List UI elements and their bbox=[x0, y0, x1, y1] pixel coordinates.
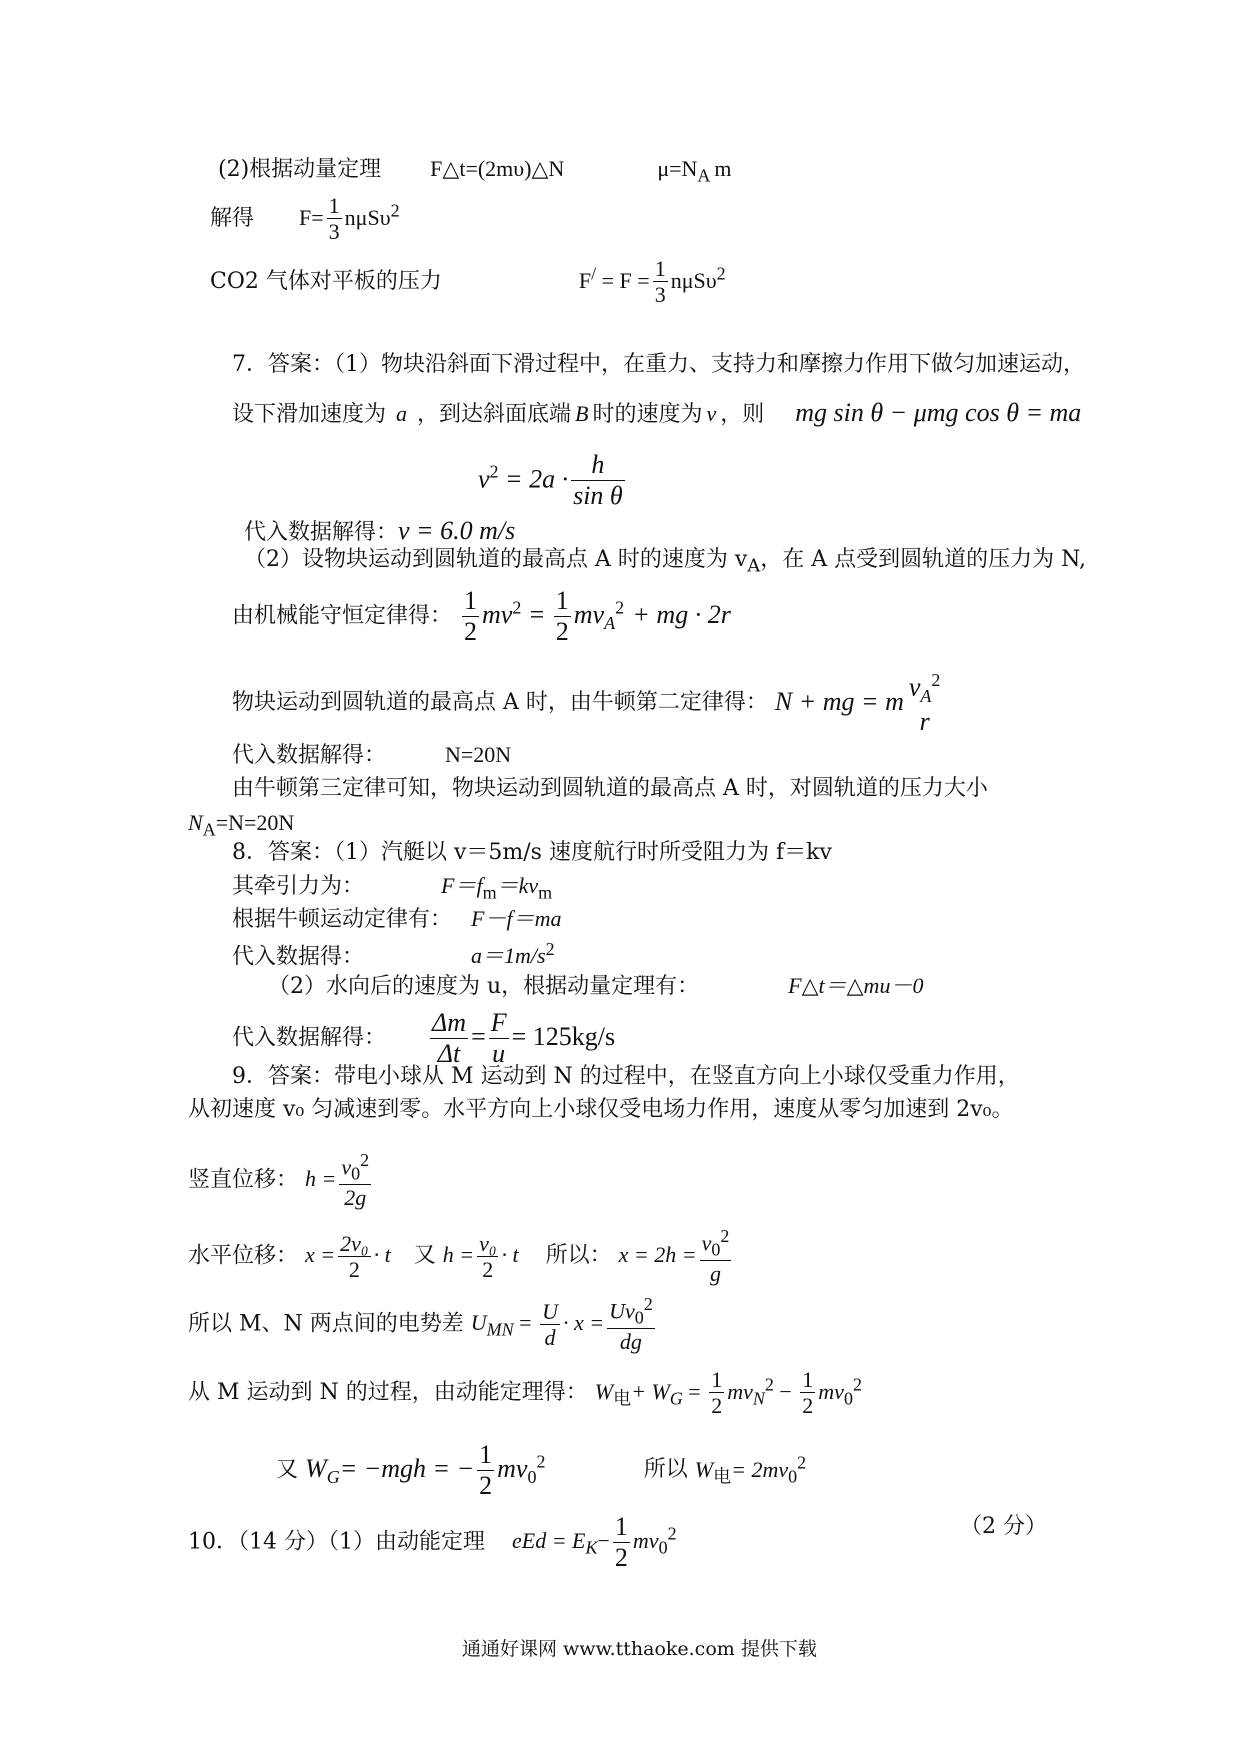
p7-line6: 由机械能守恒定律得： $\frac{1}{2}$ $mv^2$ = $\frac{1}{2}$ $mv_A^2$ + mg · 2r bbox=[232, 586, 731, 646]
p9-line2: 从初速度 v₀ 匀减速到零。水平方向上小球仅受电场力作用，速度从零匀加速到 2v₀。 bbox=[188, 1097, 1014, 1122]
p8-line1: 8．答案：（1）汽艇以 v＝5m/s 速度航行时所受阻力为 f＝kv bbox=[232, 840, 832, 865]
p10-line1: 10．（14 分）（1）由动能定理 eEd = $E_K-$ $\frac{1}{2}$ $mv_0^2$ bbox=[188, 1512, 677, 1572]
footer-credit: 通通好课网 www.tthaoke.com 提供下载 bbox=[462, 1638, 817, 1660]
p6-line1: (2)根据动量定理 F△t=(2mυ)△N $\mu=N_A$ m bbox=[218, 156, 732, 186]
p9-line5: 所以 M、N 两点间的电势差 $U_{MN}$ = $\frac{U}{d}$ · x = $\frac{Uv_0^2}{dg}$ bbox=[188, 1294, 653, 1355]
p6-line3: CO2 气体对平板的压力 F/ = F = $\frac{1}{3}$ nμSυ$^2$ bbox=[210, 256, 726, 308]
p9-line6: 从 M 运动到 N 的过程，由动能定理得： $W_电+ W_G$ = $\frac{1}{2}$ $mv_N^2$ − $\frac{1}{2}$ $mv_0^2$ bbox=[188, 1367, 862, 1419]
p8-line6: 代入数据解得： $\frac{\Delta m}{\Delta t}$ = $\frac{F}{u}$ = 125kg/s bbox=[232, 1008, 616, 1068]
p8-line5: （2）水向后的速度为 u，根据动量定理有： F△t＝△mu－0 bbox=[268, 973, 924, 999]
score-label: （2 分） bbox=[960, 1514, 1047, 1539]
fraction-one-third: $\frac{1}{3}$ bbox=[654, 256, 666, 308]
p9-line3: 竖直位移： h = $\frac{v_0^2}{2g}$ bbox=[188, 1150, 370, 1211]
p9-line4: 水平位移： x = $\frac{\text{2v₀}}{2}$ · t 又 h = $\frac{\text{v₀}}{2}$ · t 所以： x = 2h = $\frac{v_0^2}{g}$ bbox=[188, 1226, 730, 1287]
p8-line2: 其牵引力为： $F=f_m=kv_m$ bbox=[232, 873, 553, 903]
p9-line7: 又 $W_G= -mgh$ = − $\frac{1}{2}$ $mv_0^2$ 所以 $W_电= 2mv_0^2$ bbox=[276, 1440, 807, 1500]
p7-line1: 7．答案：（1）物块沿斜面下滑过程中，在重力、支持力和摩擦力作用下做匀加速运动， bbox=[232, 352, 1085, 377]
p7-line9: 由牛顿第三定律可知，物块运动到圆轨道的最高点 A 时，对圆轨道的压力大小 bbox=[232, 776, 988, 801]
p7-line2: 设下滑加速度为 a ，到达斜面底端 B 时的速度为 v ，则 mg sin θ − μmg cos θ = ma bbox=[232, 398, 1082, 427]
fraction-one-third: $\frac{1}{3}$ bbox=[328, 193, 340, 245]
p7-line10: $N_A=N=20N$ bbox=[188, 810, 295, 840]
p7-line8: 代入数据解得： N=20N bbox=[232, 742, 512, 768]
p7-line7: 物块运动到圆轨道的最高点 A 时，由牛顿第二定律得： N + mg = m $v_A^2$ r bbox=[232, 670, 941, 736]
p9-line1: 9．答案：带电小球从 M 运动到 N 的过程中，在竖直方向上小球仅受重力作用， bbox=[232, 1064, 1020, 1089]
p7-equation-velocity: $v^2 = 2a$ · $\frac{h}{\text{sin θ}}$ bbox=[478, 450, 623, 510]
p6-line2: 解得 F= $\frac{1}{3}$ nμSυ$^2$ bbox=[210, 193, 400, 245]
p7-line5: （2）设物块运动到圆轨道的最高点 A 时的速度为 $v_A$，在 A 点受到圆轨道的压力为 N, bbox=[244, 547, 1087, 577]
p8-line4: 代入数据得： $a=1m/s^2$ bbox=[232, 939, 555, 970]
p8-line3: 根据牛顿运动定律有： F－f＝ma bbox=[232, 906, 562, 932]
p7-line4: 代入数据解得：v = 6.0 m/s bbox=[244, 516, 516, 545]
